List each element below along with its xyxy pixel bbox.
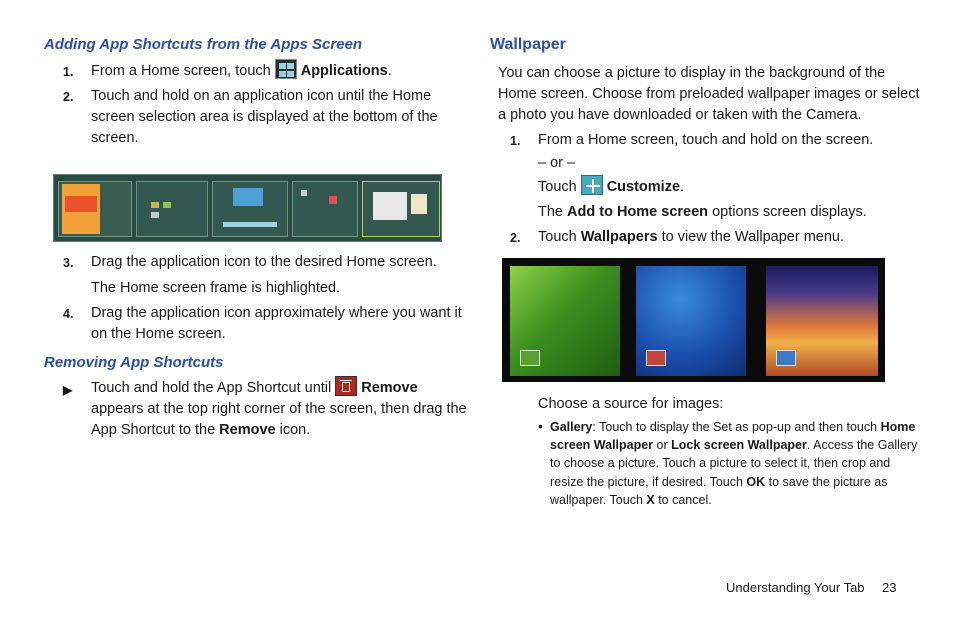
remove-line-1-pre: Touch and hold the App Shortcut until — [91, 380, 332, 396]
step-4-line-2: on the Home screen. — [91, 326, 226, 342]
wallpapers-icon — [776, 350, 796, 366]
home-screen-wallpaper-label: screen Wallpaper — [550, 438, 654, 452]
or-separator: – or – — [538, 155, 576, 171]
step-number: 2. — [510, 231, 521, 245]
bullet-arrow: ▶ — [63, 383, 73, 397]
gallery-line-2 — [550, 436, 917, 455]
wallpaper-step-2-pre: Touch — [538, 229, 577, 245]
intro-line-2: Home screen. Choose from preloaded wallpaper images or select — [498, 86, 920, 102]
wallpaper-step-2 — [538, 227, 844, 248]
add-to-home-line — [538, 202, 867, 223]
wallpaper-thumb-sunset — [766, 266, 878, 376]
intro-line-1: You can choose a picture to display in the background of the — [498, 65, 886, 81]
step-number: 4. — [63, 307, 74, 321]
x-label: X — [646, 493, 655, 507]
lock-screen-wallpaper-label: Lock screen Wallpaper — [671, 438, 807, 452]
home-frame — [362, 181, 440, 237]
apps-grid-icon — [275, 59, 297, 79]
step-number: 3. — [63, 256, 74, 270]
step-2-line-2: screen selection area is displayed at the bottom of the — [91, 109, 438, 125]
gallery-line-5 — [550, 491, 712, 510]
home-label: Home — [880, 420, 916, 434]
home-frame — [58, 181, 132, 237]
wallpaper-thumb-blue — [636, 266, 746, 376]
footer-section-title: Understanding Your Tab — [726, 580, 865, 595]
heading-wallpaper: Wallpaper — [490, 36, 566, 53]
step-number: 1. — [510, 134, 521, 148]
gallery-line-1 — [550, 418, 915, 437]
gallery-icon — [520, 350, 540, 366]
wallpaper-step-1: From a Home screen, touch and hold on the screen. — [538, 132, 874, 148]
home-frame — [292, 181, 358, 237]
trash-icon — [335, 376, 357, 396]
remove-line-3-post: icon. — [279, 422, 311, 438]
gallery-line-4 — [550, 473, 887, 492]
gallery-line-2-text: . Access the Gallery — [806, 438, 918, 452]
applications-label: Applications — [300, 63, 388, 79]
gallery-line-5-pre: wallpaper. Touch — [550, 493, 643, 507]
gallery-line-3: to choose a picture. Touch a picture to select it, then crop and — [550, 456, 891, 470]
gallery-line-4-pre: resize the picture, if desired. Touch — [550, 475, 743, 489]
gallery-bullet: • — [538, 418, 543, 434]
touch-customize-pre: Touch — [538, 179, 577, 195]
step-1-text-pre: From a Home screen, touch — [91, 63, 271, 79]
gallery-line-2-or: or — [656, 438, 668, 452]
wallpaper-step-2-post: to view the Wallpaper menu. — [661, 229, 845, 245]
live-wallpaper-icon — [646, 350, 666, 366]
gallery-line-1-text: : Touch to display the Set as pop-up and then touch — [592, 420, 878, 434]
remove-line-3 — [91, 420, 310, 441]
gallery-line-4-post: to save the picture as — [768, 475, 888, 489]
remove-label: Remove — [361, 380, 418, 396]
customize-label: Customize — [606, 179, 681, 195]
wallpaper-source-image — [502, 258, 885, 382]
step-3-sub: The Home screen frame is highlighted. — [91, 280, 341, 296]
step-1-text-post: . — [387, 63, 392, 79]
touch-customize-post: . — [680, 179, 685, 195]
home-frame — [136, 181, 208, 237]
gallery-line-5-post: to cancel. — [658, 493, 712, 507]
remove-line-1 — [91, 378, 418, 399]
step-number: 1. — [63, 65, 74, 79]
step-2-line-3: screen. — [91, 130, 139, 146]
home-frame — [212, 181, 288, 237]
remove-line-3-pre: App Shortcut to the — [91, 422, 216, 438]
add-to-home-post: options screen displays. — [712, 204, 867, 220]
heading-removing-app-shortcuts: Removing App Shortcuts — [44, 354, 224, 371]
customize-plus-icon — [581, 175, 603, 195]
footer-page-number: 23 — [882, 580, 897, 595]
step-number: 2. — [63, 90, 74, 104]
heading-adding-app-shortcuts: Adding App Shortcuts from the Apps Screen — [44, 36, 363, 53]
step-3-line-1: Drag the application icon to the desired Home screen. — [91, 254, 437, 270]
remove-label: Remove — [219, 422, 276, 438]
step-2-line-1: Touch and hold on an application icon until the Home — [91, 88, 432, 104]
ok-label: OK — [746, 475, 766, 489]
intro-line-3: a photo you have downloaded or taken with the Camera. — [498, 107, 862, 123]
remove-line-2: appears at the top right corner of the screen, then drag the — [91, 401, 467, 417]
choose-source-label: Choose a source for images: — [538, 396, 724, 412]
add-to-home-pre: The — [538, 204, 563, 220]
wallpaper-thumb-grass — [510, 266, 620, 376]
gallery-label: Gallery — [550, 420, 593, 434]
touch-customize-line — [538, 177, 684, 198]
add-to-home-label: Add to Home screen — [567, 204, 709, 220]
wallpapers-label: Wallpapers — [580, 229, 658, 245]
step-1-text — [91, 61, 392, 82]
step-4-line-1: Drag the application icon approximately where you want it — [91, 305, 462, 321]
home-screen-selection-image — [53, 174, 442, 242]
